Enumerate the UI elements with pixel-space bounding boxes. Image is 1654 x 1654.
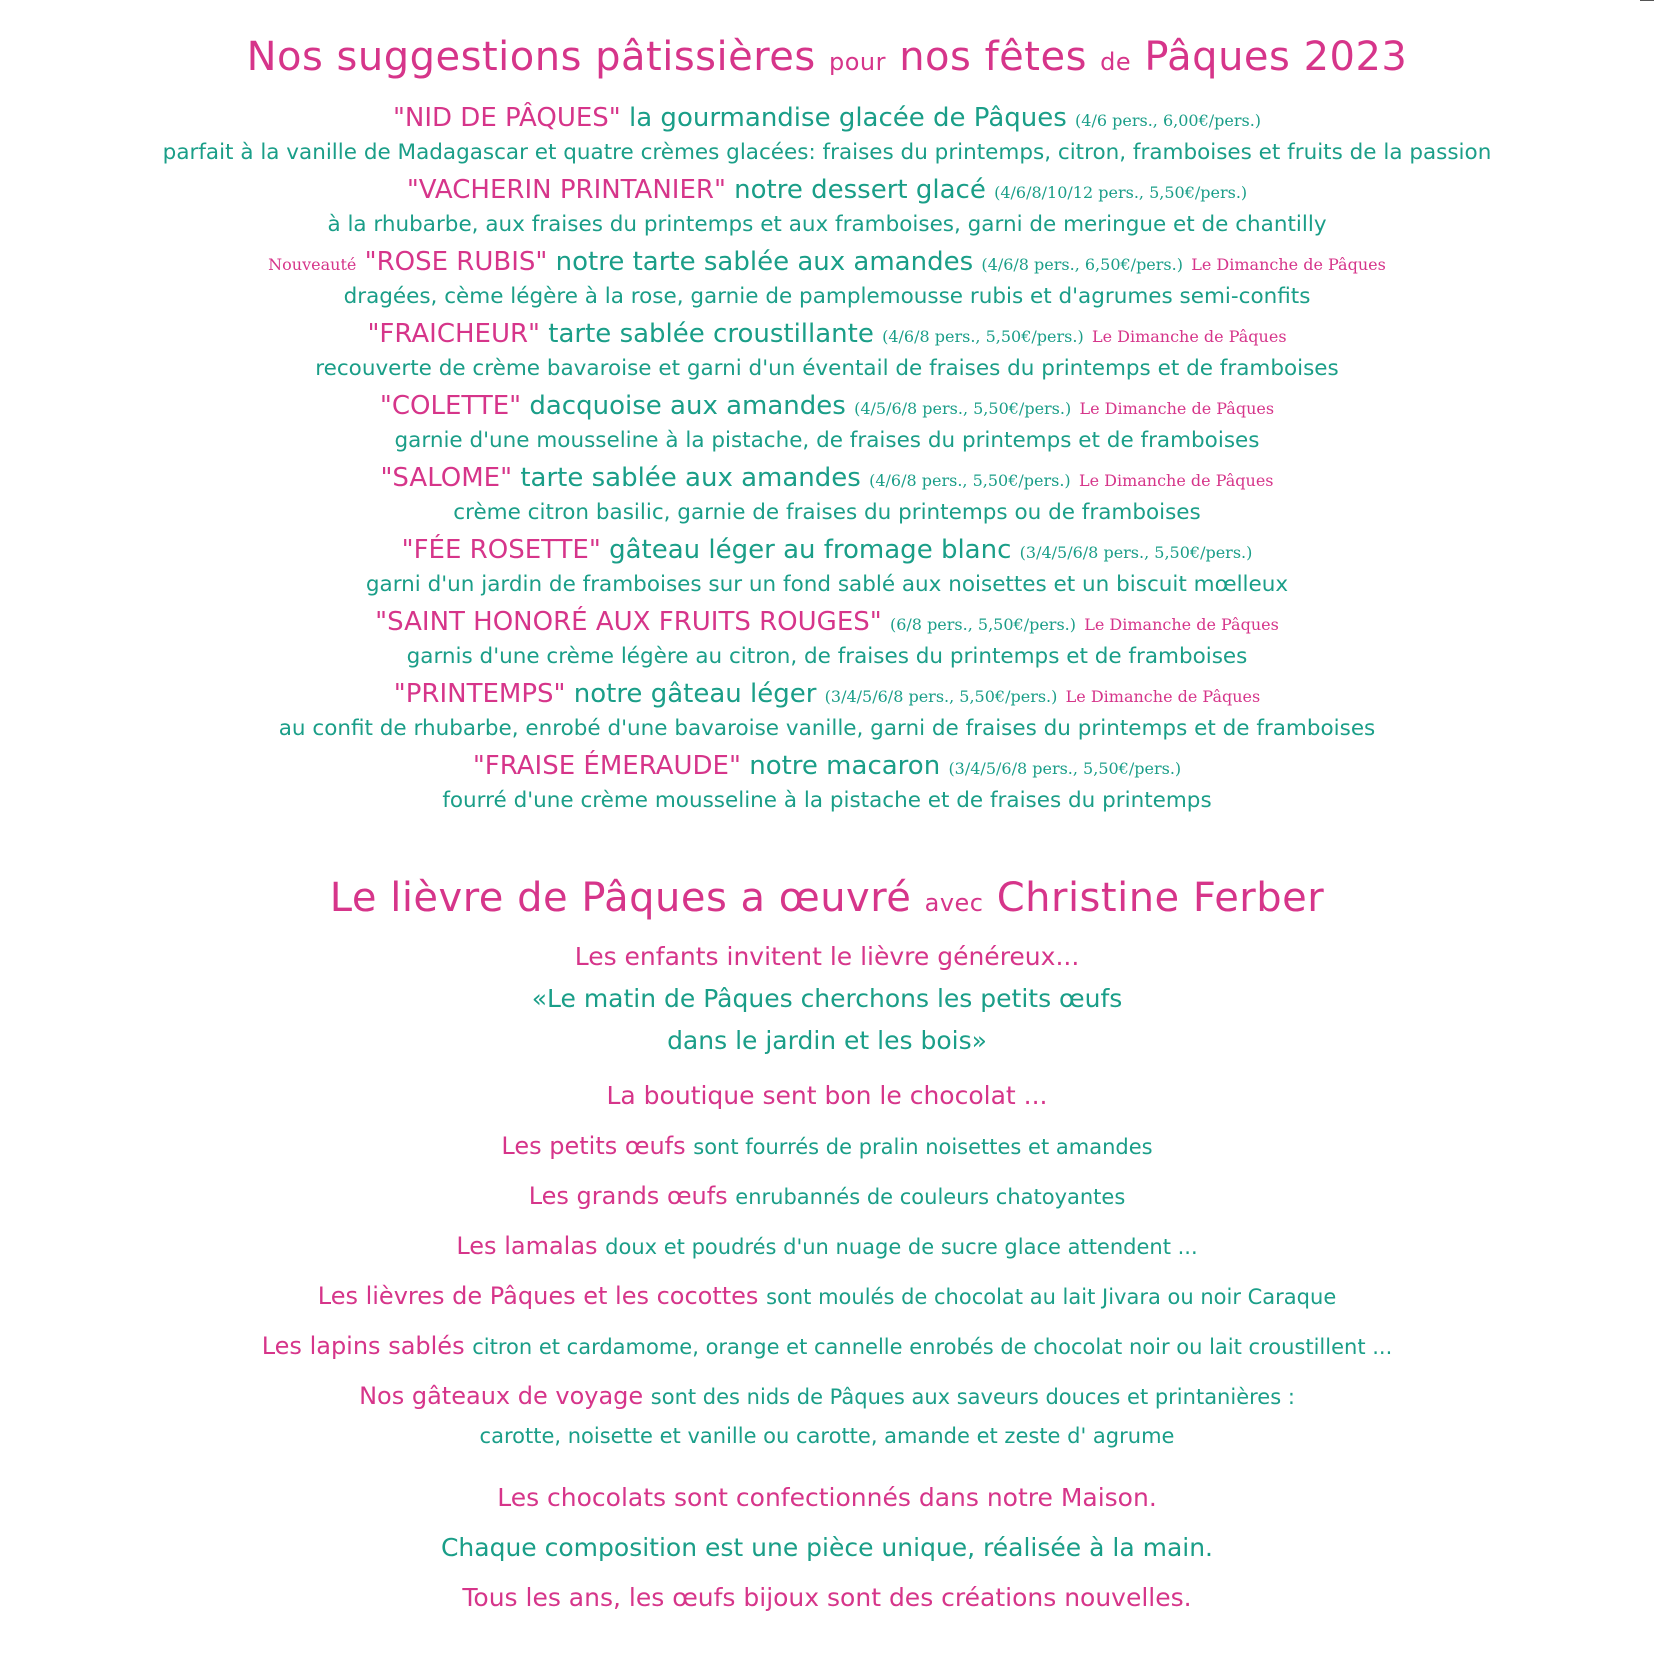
product-line xyxy=(0,1182,1654,1210)
item-desc: parfait à la vanille de Madagascar et quatre crèmes glacées: fraises du printemps, citron, framboises et fruits de la passion xyxy=(162,140,1492,165)
item-name: "COLETTE" xyxy=(379,391,522,421)
menu-item xyxy=(0,677,1654,744)
item-subtitle: dacquoise aux amandes xyxy=(529,391,846,421)
item-desc: recouverte de crème bavaroise et garni d'un éventail de fraises du printemps et de framboises xyxy=(315,356,1339,381)
item-note: Le Dimanche de Pâques xyxy=(1191,255,1386,274)
product-name: Les lamalas xyxy=(456,1232,598,1260)
product-line xyxy=(0,1282,1654,1310)
product-line xyxy=(0,1232,1654,1260)
item-subtitle: gâteau léger au fromage blanc xyxy=(609,535,1012,565)
item-subtitle: notre dessert glacé xyxy=(734,175,986,205)
poem-line-3: dans le jardin et les bois» xyxy=(667,1026,987,1055)
title-part5: Pâques 2023 xyxy=(1144,34,1408,80)
menu-item xyxy=(0,461,1654,528)
item-meta: (4/6/8 pers., 5,50€/pers.) xyxy=(882,327,1084,346)
item-name: "VACHERIN PRINTANIER" xyxy=(406,175,726,205)
product-desc: sont fourrés de pralin noisettes et amandes xyxy=(693,1135,1153,1159)
poem-line-1: Les enfants invitent le lièvre généreux... xyxy=(574,942,1080,971)
item-desc: garni d'un jardin de framboises sur un fond sablé aux noisettes et un biscuit mœlleux xyxy=(365,572,1289,597)
item-name: "SALOME" xyxy=(380,463,513,493)
item-subtitle: notre gâteau léger xyxy=(573,679,817,709)
item-name: "FRAISE ÉMERAUDE" xyxy=(472,751,741,781)
item-meta: (6/8 pers., 5,50€/pers.) xyxy=(889,615,1076,634)
product-desc: doux et poudrés d'un nuage de sucre glace attendent ... xyxy=(605,1235,1198,1259)
item-note: Le Dimanche de Pâques xyxy=(1084,615,1279,634)
product-name: Les lièvres de Pâques et les cocottes xyxy=(317,1282,759,1310)
product-desc: sont moulés de chocolat au lait Jivara ou noir Caraque xyxy=(766,1285,1337,1309)
product-desc: enrubannés de couleurs chatoyantes xyxy=(735,1185,1126,1209)
item-meta: (3/4/5/6/8 pers., 5,50€/pers.) xyxy=(948,759,1182,778)
item-note: Le Dimanche de Pâques xyxy=(1079,399,1275,418)
item-subtitle: la gourmandise glacée de Pâques xyxy=(629,103,1067,133)
item-note: Le Dimanche de Pâques xyxy=(1065,687,1261,706)
menu-item xyxy=(0,389,1654,456)
closing-line-1: Les chocolats sont confectionnés dans notre Maison. xyxy=(497,1483,1157,1512)
menu-item xyxy=(0,605,1654,672)
item-subtitle: notre tarte sablée aux amandes xyxy=(555,247,974,277)
title2-part2: avec xyxy=(924,889,984,917)
item-desc: garnis d'une crème légère au citron, de fraises du printemps et de framboises xyxy=(406,644,1248,669)
item-name: "NID DE PÂQUES" xyxy=(392,103,621,133)
title-part1: Nos suggestions pâtissières xyxy=(246,34,816,80)
voyage-detail: carotte, noisette et vanille ou carotte, amande et zeste d' agrume xyxy=(479,1424,1175,1448)
item-name: "FRAICHEUR" xyxy=(367,319,541,349)
item-meta: (4/6/8 pers., 6,50€/pers.) xyxy=(981,255,1183,274)
closing-line-3: Tous les ans, les œufs bijoux sont des créations nouvelles. xyxy=(462,1583,1192,1612)
menu-item xyxy=(0,749,1654,816)
item-note: Le Dimanche de Pâques xyxy=(1078,471,1274,490)
section-title xyxy=(0,875,1654,921)
menu-item xyxy=(0,245,1654,312)
title-part2: pour xyxy=(828,48,886,76)
closing-line-2: Chaque composition est une pièce unique, réalisée à la main. xyxy=(440,1533,1214,1562)
item-name: "PRINTEMPS" xyxy=(393,679,566,709)
menu-item xyxy=(0,101,1654,168)
item-meta: (4/6 pers., 6,00€/pers.) xyxy=(1075,111,1262,130)
product-desc: sont des nids de Pâques aux saveurs douces et printanières : xyxy=(650,1385,1295,1409)
item-subtitle: tarte sablée aux amandes xyxy=(520,463,861,493)
product-name: Les petits œufs xyxy=(501,1132,686,1160)
product-name: Les lapins sablés xyxy=(261,1332,465,1360)
item-desc: crème citron basilic, garnie de fraises du printemps ou de framboises xyxy=(453,500,1201,525)
item-subtitle: tarte sablée croustillante xyxy=(548,319,874,349)
item-prefix: Nouveauté xyxy=(268,255,357,274)
product-line xyxy=(0,1332,1654,1360)
item-meta: (4/6/8/10/12 pers., 5,50€/pers.) xyxy=(994,183,1248,202)
item-desc: fourré d'une crème mousseline à la pistache et de fraises du printemps xyxy=(442,788,1212,813)
product-desc: citron et cardamome, orange et cannelle enrobés de chocolat noir ou lait croustillent ... xyxy=(472,1335,1393,1359)
item-desc: au confit de rhubarbe, enrobé d'une bavaroise vanille, garni de fraises du printemps et de framboises xyxy=(278,716,1376,741)
item-note: Le Dimanche de Pâques xyxy=(1091,327,1287,346)
item-desc: à la rhubarbe, aux fraises du printemps et aux framboises, garni de meringue et de chantilly xyxy=(327,212,1327,237)
product-line xyxy=(0,1132,1654,1160)
menu-item xyxy=(0,173,1654,240)
title-part4: de xyxy=(1100,48,1132,76)
product-name: Nos gâteaux de voyage xyxy=(359,1382,644,1410)
title2-part3: Christine Ferber xyxy=(996,875,1325,921)
menu-item xyxy=(0,533,1654,600)
item-desc: dragées, cème légère à la rose, garnie de pamplemousse rubis et d'agrumes semi-confits xyxy=(343,284,1311,309)
item-meta: (3/4/5/6/8 pers., 5,50€/pers.) xyxy=(824,687,1058,706)
page-title xyxy=(0,34,1654,80)
boutique-line: La boutique sent bon le chocolat ... xyxy=(606,1081,1048,1110)
product-line xyxy=(0,1382,1654,1410)
item-meta: (3/4/5/6/8 pers., 5,50€/pers.) xyxy=(1019,543,1253,562)
item-meta: (4/6/8 pers., 5,50€/pers.) xyxy=(869,471,1071,490)
title2-part1: Le lièvre de Pâques a œuvré xyxy=(329,875,912,921)
corner-mark xyxy=(1640,0,1654,1)
title-part3: nos fêtes xyxy=(899,34,1087,80)
item-name: "ROSE RUBIS" xyxy=(364,247,548,277)
poem-line-2: «Le matin de Pâques cherchons les petits œufs xyxy=(531,984,1123,1013)
item-name: "FÉE ROSETTE" xyxy=(401,535,601,565)
item-desc: garnie d'une mousseline à la pistache, de fraises du printemps et de framboises xyxy=(394,428,1260,453)
product-name: Les grands œufs xyxy=(528,1182,728,1210)
item-name: "SAINT HONORÉ AUX FRUITS ROUGES" xyxy=(375,607,882,637)
menu-item xyxy=(0,317,1654,384)
item-meta: (4/5/6/8 pers., 5,50€/pers.) xyxy=(854,399,1072,418)
item-subtitle: notre macaron xyxy=(749,751,941,781)
